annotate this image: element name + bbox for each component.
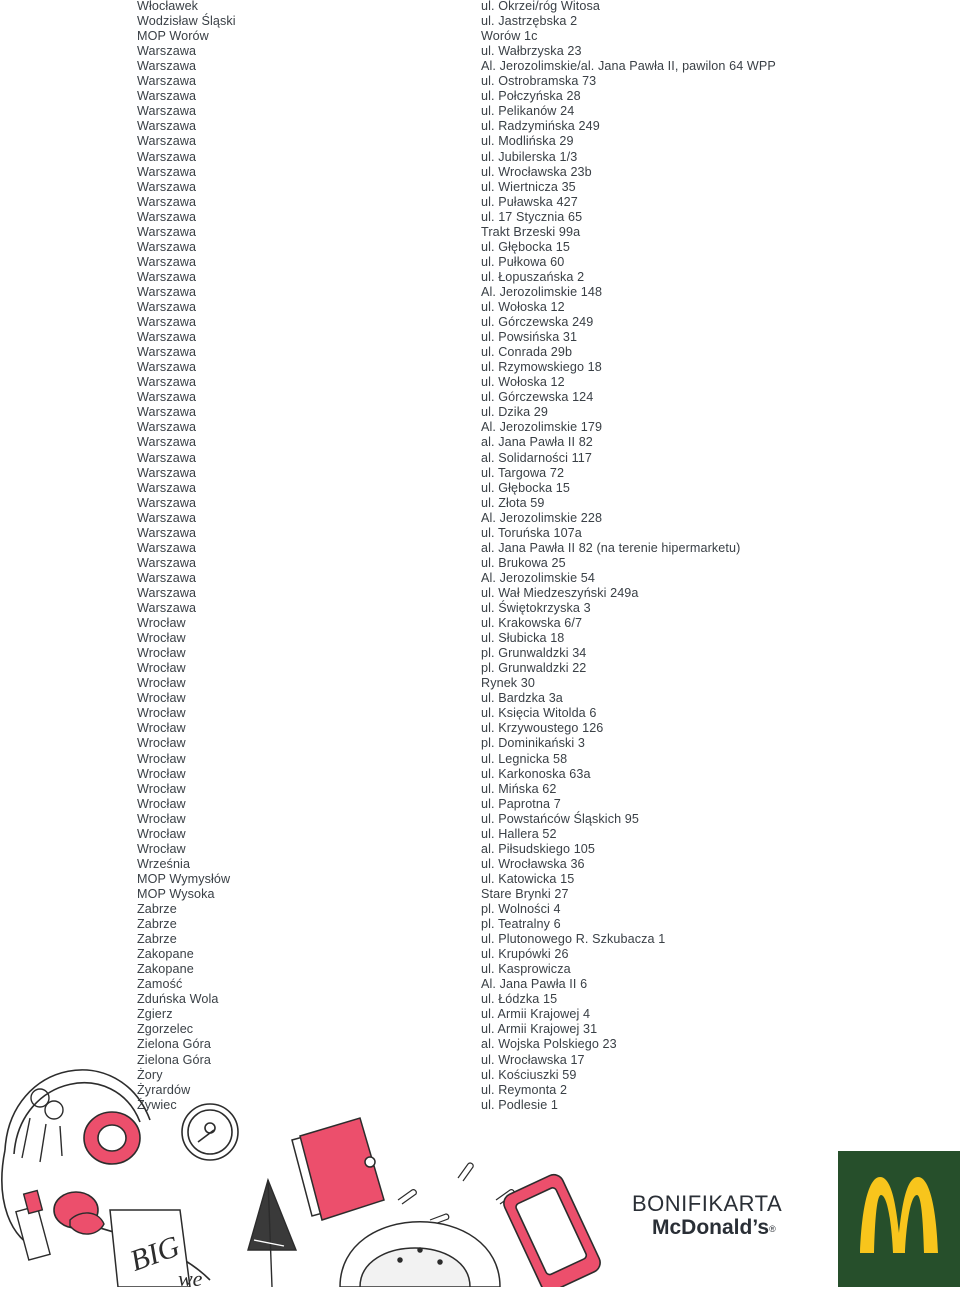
location-row	[0, 616, 960, 631]
street-address: Al. Jerozolimskie 54	[481, 570, 595, 585]
street-address: ul. Reymonta 2	[481, 1082, 568, 1097]
city-name: Wrocław	[137, 631, 186, 646]
street-address: ul. Jubilerska 1/3	[481, 149, 578, 164]
location-row	[0, 1007, 960, 1022]
city-name: Wrocław	[137, 736, 186, 751]
street-address: ul. Wał Miedzeszyński 249a	[481, 585, 639, 600]
city-name: Września	[137, 856, 191, 871]
city-name: MOP Wysoka	[137, 886, 215, 901]
city-name: Warszawa	[137, 390, 197, 405]
city-name: MOP Worów	[137, 29, 209, 44]
city-name: Zabrze	[137, 902, 177, 916]
city-name: Warszawa	[137, 555, 197, 570]
city-name: Warszawa	[137, 540, 197, 555]
street-address: ul. Słubicka 18	[481, 631, 565, 646]
city-name: Zamość	[137, 977, 183, 992]
location-row	[0, 466, 960, 481]
street-address: pl. Dominikański 3	[481, 736, 585, 751]
city-name: Zabrze	[137, 932, 177, 947]
street-address: pl. Teatralny 6	[481, 917, 561, 932]
city-name: Żyrardów	[137, 1082, 191, 1097]
street-address: Worów 1c	[481, 29, 538, 44]
city-name: Warszawa	[137, 179, 197, 194]
street-address: al. Wojska Polskiego 23	[481, 1037, 617, 1052]
city-name: Warszawa	[137, 164, 197, 179]
location-row	[0, 676, 960, 691]
street-address: ul. Wałbrzyska 23	[481, 44, 582, 59]
city-name: Wrocław	[137, 781, 186, 796]
location-row	[0, 89, 960, 104]
round-tin-illustration	[182, 1104, 238, 1160]
city-name: Wrocław	[137, 841, 186, 856]
city-name: Warszawa	[137, 269, 197, 284]
city-name: Warszawa	[137, 104, 197, 119]
location-row	[0, 59, 960, 74]
city-name: Zakopane	[137, 962, 194, 977]
brand-title: BONIFIKARTA	[632, 1191, 783, 1216]
street-address: ul. Wiertnicza 35	[481, 179, 576, 194]
city-name: Warszawa	[137, 480, 197, 495]
street-address: ul. Krakowska 6/7	[481, 616, 583, 631]
location-row	[0, 405, 960, 420]
location-row	[0, 661, 960, 676]
mug-script-text: we	[178, 1266, 203, 1287]
brand-subtitle	[652, 1216, 776, 1241]
location-row	[0, 842, 960, 857]
location-row	[0, 29, 960, 44]
doodle-illustration	[0, 1050, 840, 1287]
street-address: ul. Łódzka 15	[481, 992, 558, 1007]
street-address: ul. Conrada 29b	[481, 345, 573, 360]
location-row	[0, 631, 960, 646]
street-address: pl. Grunwaldzki 22	[481, 661, 587, 676]
street-address: ul. Karkonoska 63a	[481, 766, 591, 781]
street-address: ul. Wołoska 12	[481, 375, 565, 390]
location-row	[0, 74, 960, 89]
location-row	[0, 330, 960, 345]
location-row	[0, 210, 960, 225]
street-address: ul. Powsińska 31	[481, 330, 578, 345]
location-row	[0, 134, 960, 149]
location-row	[0, 571, 960, 586]
street-address: ul. 17 Stycznia 65	[481, 209, 583, 224]
location-row	[0, 962, 960, 977]
street-address: ul. Legnicka 58	[481, 751, 568, 766]
location-row	[0, 315, 960, 330]
city-name: Warszawa	[137, 284, 197, 299]
street-address: al. Solidarności 117	[481, 450, 592, 465]
city-name: Włocławek	[137, 0, 199, 13]
street-address: al. Piłsudskiego 105	[481, 841, 596, 856]
street-address: Al. Jerozolimskie 179	[481, 420, 603, 435]
location-row	[0, 195, 960, 210]
city-name: Wrocław	[137, 661, 186, 676]
location-row	[0, 255, 960, 270]
street-address: ul. Wrocławska 23b	[481, 164, 592, 179]
city-name: Warszawa	[137, 420, 197, 435]
city-name: Zgierz	[137, 1007, 173, 1022]
city-name: Warszawa	[137, 375, 197, 390]
location-row	[0, 390, 960, 405]
street-address: pl. Grunwaldzki 34	[481, 646, 587, 661]
street-address: ul. Pelikanów 24	[481, 104, 575, 119]
location-row	[0, 887, 960, 902]
street-address: ul. Rzymowskiego 18	[481, 360, 602, 375]
location-row	[0, 646, 960, 661]
street-address: Rynek 30	[481, 676, 536, 691]
city-name: Wrocław	[137, 646, 186, 661]
street-address: ul. Puławska 427	[481, 194, 578, 209]
city-name: Żywiec	[137, 1097, 177, 1112]
location-row	[0, 360, 960, 375]
golden-arches-icon	[838, 1151, 960, 1287]
city-name: Warszawa	[137, 134, 197, 149]
city-name: Warszawa	[137, 601, 197, 615]
city-name: Wrocław	[137, 766, 186, 781]
location-row	[0, 917, 960, 932]
street-address: ul. Bardzka 3a	[481, 691, 563, 706]
street-address: ul. Katowicka 15	[481, 871, 575, 886]
location-row	[0, 736, 960, 751]
street-address: ul. Powstańców Śląskich 95	[481, 811, 639, 826]
city-name: Warszawa	[137, 300, 197, 314]
city-name: Wrocław	[137, 676, 186, 691]
burger-illustration	[340, 1222, 500, 1287]
city-name: Warszawa	[137, 254, 197, 269]
street-address: ul. Świętokrzyska 3	[481, 601, 591, 615]
city-name: Wodzisław Śląski	[137, 14, 236, 29]
city-name: Zielona Góra	[137, 1037, 212, 1052]
city-name: Wrocław	[137, 691, 186, 706]
street-address: ul. Podlesie 1	[481, 1097, 559, 1112]
location-row	[0, 345, 960, 360]
city-name: Warszawa	[137, 360, 197, 375]
keys-illustration	[22, 1089, 63, 1162]
city-name: Warszawa	[137, 44, 197, 59]
city-name: Warszawa	[137, 89, 197, 104]
street-address: Trakt Brzeski 99a	[481, 224, 581, 239]
street-address: ul. Wołoska 12	[481, 300, 565, 314]
street-address: ul. Pułkowa 60	[481, 254, 565, 269]
street-address: ul. Wrocławska 17	[481, 1052, 585, 1067]
street-address: ul. Głębocka 15	[481, 239, 571, 254]
city-name: Wrocław	[137, 796, 186, 811]
city-name: Wrocław	[137, 811, 186, 826]
location-row	[0, 285, 960, 300]
city-name: Warszawa	[137, 330, 197, 345]
wallet-illustration	[292, 1118, 384, 1220]
location-row	[0, 586, 960, 601]
location-row	[0, 541, 960, 556]
street-address: ul. Modlińska 29	[481, 134, 574, 149]
location-row	[0, 902, 960, 917]
street-address: ul. Głębocka 15	[481, 480, 571, 495]
street-address: ul. Hallera 52	[481, 826, 557, 841]
city-name: Warszawa	[137, 224, 197, 239]
phone-illustration	[501, 1171, 604, 1287]
city-name: Warszawa	[137, 59, 197, 74]
location-row	[0, 435, 960, 450]
mug-text: BIG	[125, 1229, 184, 1278]
location-row	[0, 511, 960, 526]
street-address: ul. Plutonowego R. Szkubacza 1	[481, 932, 666, 947]
street-address: ul. Księcia Witolda 6	[481, 706, 597, 721]
location-row	[0, 721, 960, 736]
street-address: Stare Brynki 27	[481, 886, 569, 901]
location-row	[0, 14, 960, 29]
registered-mark: ®	[769, 1224, 776, 1234]
street-address: pl. Wolności 4	[481, 902, 561, 916]
location-row	[0, 797, 960, 812]
street-address: ul. Armii Krajowej 31	[481, 1022, 598, 1037]
street-address: ul. Kasprowicza	[481, 962, 571, 977]
city-name: Wrocław	[137, 616, 186, 631]
location-row	[0, 767, 960, 782]
city-name: Warszawa	[137, 405, 197, 420]
city-name: Zduńska Wola	[137, 992, 219, 1007]
location-row	[0, 375, 960, 390]
city-name: Wrocław	[137, 751, 186, 766]
street-address: Al. Jerozolimskie/al. Jana Pawła II, pawilon 64 WPP	[481, 59, 776, 74]
street-address: Al. Jerozolimskie 148	[481, 284, 603, 299]
location-row	[0, 977, 960, 992]
street-address: ul. Mińska 62	[481, 781, 557, 796]
city-name: Warszawa	[137, 315, 197, 330]
city-name: Żory	[137, 1067, 163, 1082]
location-row	[0, 240, 960, 255]
street-address: ul. Brukowa 25	[481, 555, 566, 570]
location-row	[0, 827, 960, 842]
city-name: Zabrze	[137, 917, 177, 932]
location-row	[0, 270, 960, 285]
street-address: ul. Toruńska 107a	[481, 525, 582, 540]
street-address: ul. Połczyńska 28	[481, 89, 581, 104]
location-row	[0, 992, 960, 1007]
city-name: Warszawa	[137, 74, 197, 89]
city-name: Zielona Góra	[137, 1052, 212, 1067]
street-address: ul. Krzywoustego 126	[481, 721, 604, 736]
street-address: ul. Jastrzębska 2	[481, 14, 578, 29]
location-row	[0, 420, 960, 435]
umbrella-illustration	[248, 1180, 296, 1287]
mcdonalds-logo	[838, 1151, 960, 1287]
street-address: ul. Górczewska 249	[481, 315, 594, 330]
street-address: ul. Dzika 29	[481, 405, 548, 420]
location-row	[0, 104, 960, 119]
city-name: Zakopane	[137, 947, 194, 962]
street-address: ul. Wrocławska 36	[481, 856, 585, 871]
location-row	[0, 1022, 960, 1037]
city-name: Warszawa	[137, 345, 197, 360]
city-name: Warszawa	[137, 119, 197, 134]
location-row	[0, 556, 960, 571]
city-name: Warszawa	[137, 495, 197, 510]
location-row	[0, 782, 960, 797]
location-row	[0, 812, 960, 827]
location-row	[0, 481, 960, 496]
city-name: Warszawa	[137, 149, 197, 164]
city-name: Warszawa	[137, 450, 197, 465]
street-address: ul. Okrzei/róg Witosa	[481, 0, 600, 13]
city-name: Warszawa	[137, 209, 197, 224]
city-name: Warszawa	[137, 510, 197, 525]
location-row	[0, 601, 960, 616]
street-address: al. Jana Pawła II 82 (na terenie hipermarketu)	[481, 540, 741, 555]
location-row	[0, 752, 960, 767]
city-name: Warszawa	[137, 239, 197, 254]
brand-name: McDonald’s	[652, 1216, 770, 1239]
location-row	[0, 0, 960, 14]
street-address: ul. Ostrobramska 73	[481, 74, 597, 89]
city-name: Warszawa	[137, 525, 197, 540]
street-address: ul. Targowa 72	[481, 465, 565, 480]
street-address: Al. Jana Pawła II 6	[481, 977, 588, 992]
mug-illustration	[110, 1210, 203, 1287]
street-address: ul. Kościuszki 59	[481, 1067, 577, 1082]
city-name: Wrocław	[137, 721, 186, 736]
street-address: al. Jana Pawła II 82	[481, 435, 593, 450]
city-name: Zgorzelec	[137, 1022, 194, 1037]
street-address: ul. Paprotna 7	[481, 796, 561, 811]
city-name: Warszawa	[137, 570, 197, 585]
street-address: ul. Górczewska 124	[481, 390, 594, 405]
location-row	[0, 150, 960, 165]
city-name: Wrocław	[137, 706, 186, 721]
street-address: ul. Łopuszańska 2	[481, 269, 585, 284]
location-row	[0, 225, 960, 240]
location-row	[0, 932, 960, 947]
city-name: Warszawa	[137, 585, 197, 600]
location-row	[0, 44, 960, 59]
city-name: MOP Wymysłów	[137, 871, 231, 886]
location-row	[0, 947, 960, 962]
bonifikarta-brand	[632, 1192, 822, 1242]
location-row	[0, 451, 960, 466]
street-address: ul. Krupówki 26	[481, 947, 569, 962]
location-row	[0, 180, 960, 195]
location-row	[0, 857, 960, 872]
street-address: ul. Radzymińska 249	[481, 119, 600, 134]
city-name: Warszawa	[137, 465, 197, 480]
street-address: ul. Złota 59	[481, 495, 545, 510]
street-address: ul. Armii Krajowej 4	[481, 1007, 591, 1022]
city-name: Warszawa	[137, 194, 197, 209]
city-name: Wrocław	[137, 826, 186, 841]
location-row	[0, 496, 960, 511]
location-row	[0, 872, 960, 887]
street-address: Al. Jerozolimskie 228	[481, 510, 603, 525]
location-row	[0, 706, 960, 721]
location-row	[0, 691, 960, 706]
location-row	[0, 526, 960, 541]
location-row	[0, 119, 960, 134]
location-row	[0, 300, 960, 315]
city-name: Warszawa	[137, 435, 197, 450]
location-row	[0, 165, 960, 180]
